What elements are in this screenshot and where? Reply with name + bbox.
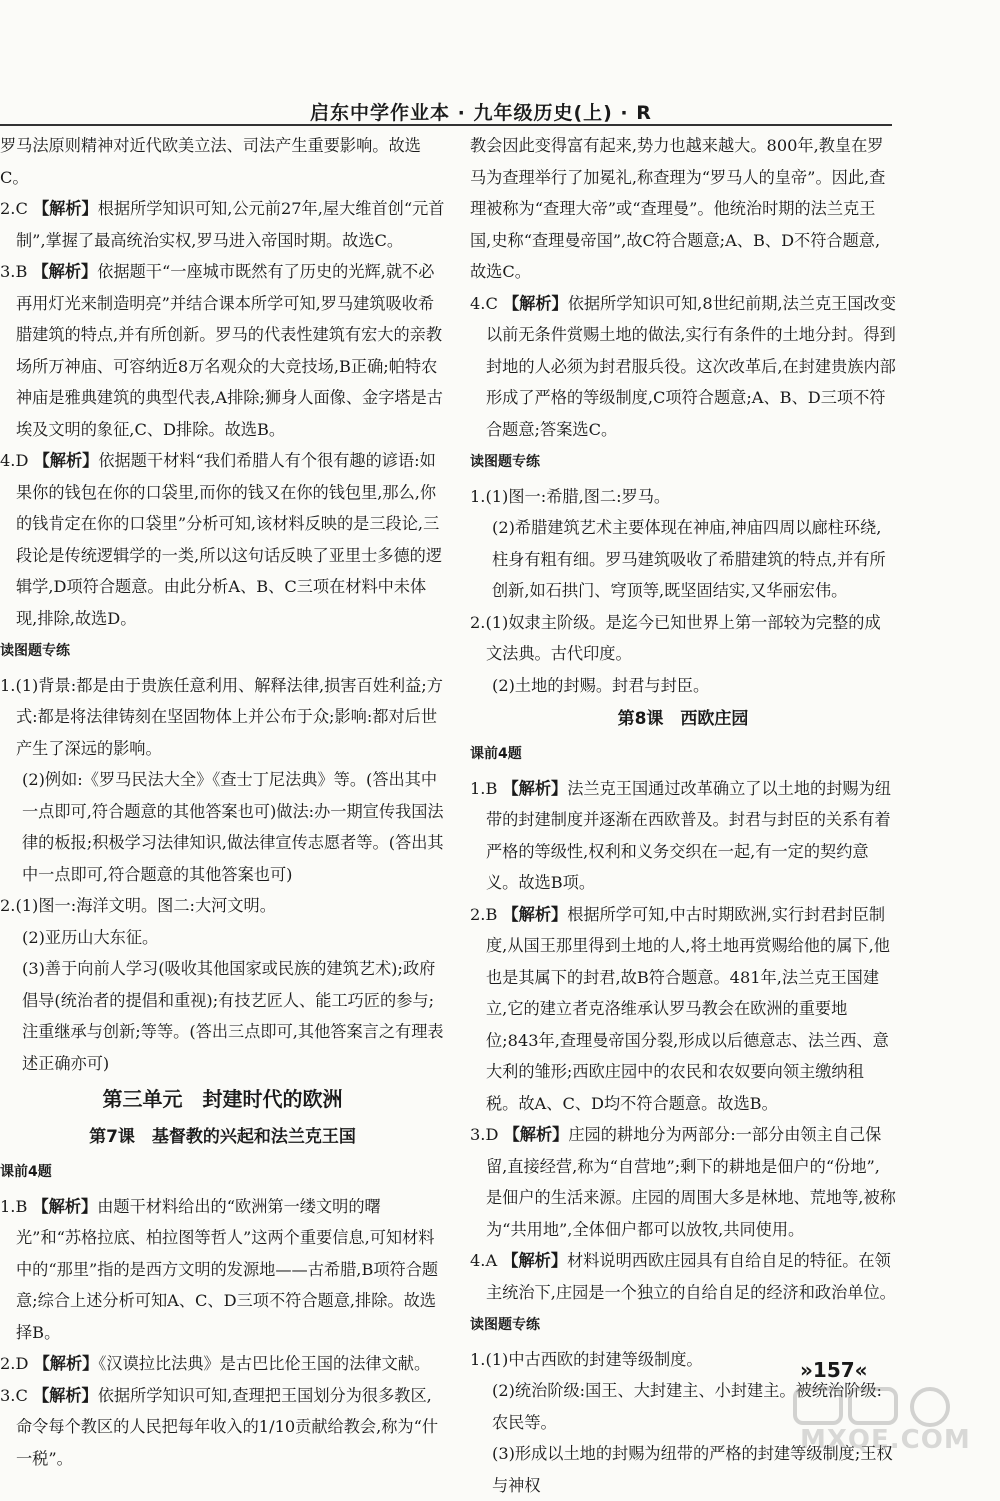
watermark <box>790 1385 990 1465</box>
answer-item: (2)例如:《罗马民法大全》《查士丁尼法典》等。(答出其中一点即可,符合题意的其他答案也可)做法:办一期宣传我国法律的板报;积极学习法律知识,做法律宣传志愿者等。(答出其中一点即可,符合题意的其他答案也可) <box>22 770 444 884</box>
unit-title: 第三单元 封建时代的欧洲 <box>102 1087 343 1111</box>
right-column <box>470 130 896 1501</box>
answer-text: 《汉谟拉比法典》是古巴比伦王国的法律文献。 <box>98 1354 431 1373</box>
answer-item: (2)统治阶级:国王、大封建主、小封建主。被统治阶级:农民等。 <box>492 1381 882 1432</box>
left-column <box>0 130 445 1474</box>
answer-number: 2.D <box>0 1354 29 1373</box>
answer-item <box>0 1348 445 1380</box>
analysis-tag: 【解析】 <box>33 1385 98 1405</box>
analysis-tag: 【解析】 <box>503 1125 569 1144</box>
answer-text: 依据所学知识可知,8世纪前期,法兰克王国改变以前无条件赏赐土地的做法,实行有条件的土地分封。得到封地的人必须为封君服兵役。这次改革后,在封建贵族内部形成了严格的等级制度,C项符合题意;A、B、D三项不符合题意;答案选C。 <box>486 293 896 439</box>
answer-item <box>470 1245 896 1308</box>
answer-number: 1.B <box>0 1196 28 1216</box>
answer-text: 法兰克王国通过改革确立了以土地的封赐为纽带的封建制度并逐渐在西欧普及。封君与封臣的关系有着严格的等级性,权利和义务交织在一起,有一定的契约意义。故选B项。 <box>486 778 891 892</box>
page-number-value: 157 <box>812 1358 855 1382</box>
answer-item: (3)善于向前人学习(吸收其他国家或民族的建筑艺术);政府倡导(统治者的提倡和重视);有技艺匠人、能工巧匠的参与;注重继承与创新;等等。(答出三点即可,其他答案言之有理表述正确亦可) <box>22 959 444 1073</box>
answer-number: 2.B <box>470 904 498 924</box>
answer-number: 3.B <box>0 262 28 281</box>
double-chevron-left-icon: « <box>854 1358 868 1382</box>
answer-text: 由题干材料给出的“欧洲第一缕文明的曙光”和“苏格拉底、柏拉图等哲人”这两个重要信息,可知材料中的“那里”指的是西方文明的发源地——古希腊,B项符合题意;综合上述分析可知A、C、D三项不符合题意,排除。故选择B。 <box>16 1196 439 1342</box>
section-heading: 课前4题 <box>0 1164 52 1180</box>
answer-text: 依据题干材料“我们希腊人有个很有趣的谚语:如果你的钱包在你的口袋里,而你的钱又在你的钱包里,那么,你的钱肯定在你的口袋里”分析可知,该材料反映的是三段论,三段论是传统逻辑学的一类,所以这句话反映了亚里士多德的逻辑学,D项符合题意。由此分析A、B、C三项在材料中未体现,排除,故选D。 <box>16 451 443 628</box>
analysis-tag: 【解析】 <box>33 199 98 218</box>
page-number <box>800 1358 868 1382</box>
section-heading: 课前4题 <box>470 746 522 762</box>
answer-number: 3.D <box>470 1125 499 1144</box>
paragraph: 教会因此变得富有起来,势力也越来越大。800年,教皇在罗马为查理举行了加冕礼,称查理为“罗马人的皇帝”。因此,查理被称为“查理大帝”或“查理曼”。他统治时期的法兰克王国,史称“查理曼帝国”,故C符合题意;A、B、D不符合题意,故选C。 <box>470 136 886 281</box>
answer-number: 4.D <box>0 451 29 470</box>
answer-text: 依据题干“一座城市既然有了历史的光辉,就不必再用灯光来制造明亮”并结合课本所学可知,罗马建筑吸收希腊建筑的特点,并有所创新。罗马的代表性建筑有宏大的亲教场所万神庙、可容纳近8万名观众的大竞技场,B正确;帕特农神庙是雅典建筑的典型代表,A排除;狮身人面像、金字塔是古埃及文明的象征,C、D排除。故选B。 <box>16 262 443 439</box>
answer-text: 依据所学知识可知,查理把王国划分为很多教区,命令每个教区的人民把每年收入的1/10贡献给教会,称为“什一税”。 <box>16 1385 439 1468</box>
analysis-tag: 【解析】 <box>502 778 568 798</box>
analysis-tag: 【解析】 <box>32 1196 98 1216</box>
watermark-text: MXQE.COM <box>800 1425 971 1455</box>
answer-item: (2)土地的封赐。封君与封臣。 <box>492 675 710 695</box>
answer-number: 3.C <box>0 1385 28 1405</box>
lesson-title: 第7课 基督教的兴起和法兰克王国 <box>89 1127 356 1147</box>
answer-item <box>470 1119 896 1245</box>
answer-item <box>470 773 896 899</box>
answer-text: 材料说明西欧庄园具有自给自足的特征。在领主统治下,庄园是一个独立的自给自足的经济和政治单位。 <box>486 1251 896 1302</box>
answer-text: 根据所学可知,中古时期欧洲,实行封君封臣制度,从国王那里得到土地的人,将土地再赏赐给他的属下,他也是其属下的封君,故B符合题意。481年,法兰克王国建立,它的建立者克洛维承认罗马教会在欧洲的重要地位;843年,查理曼帝国分裂,形成以后德意志、法兰西、意大利的雏形;西欧庄园中的农民和农奴要向领主缴纳租税。故A、C、D均不符合题意。故选B。 <box>486 904 890 1113</box>
answer-item <box>0 445 445 634</box>
section-heading: 读图题专练 <box>470 454 540 470</box>
answer-item: 1.(1)图一:希腊,图二:罗马。 <box>470 486 671 506</box>
analysis-tag: 【解析】 <box>502 1251 568 1270</box>
answer-number: 4.C <box>470 293 498 313</box>
analysis-tag: 【解析】 <box>502 904 568 924</box>
answer-text: 根据所学知识可知,公元前27年,屋大维首创“元首制”,掌握了最高统治实权,罗马进入帝国时期。故选C。 <box>16 199 445 250</box>
analysis-tag: 【解析】 <box>33 1354 99 1373</box>
answer-item: (3)形成以土地的封赐为纽带的严格的封建等级制度;王权与神权 <box>492 1444 893 1495</box>
answer-item <box>0 256 445 445</box>
answer-item: 2.(1)图一:海洋文明。图二:大河文明。 <box>0 896 276 915</box>
answer-item <box>470 899 896 1120</box>
watermark-logo-icon <box>790 1385 990 1429</box>
answer-item <box>470 288 896 446</box>
analysis-tag: 【解析】 <box>32 262 98 281</box>
answer-item: 2.(1)奴隶主阶级。是迄今已知世界上第一部较为完整的成文法典。古代印度。 <box>470 612 881 663</box>
answer-text: 庄园的耕地分为两部分:一部分由领主自己保留,直接经营,称为“自营地”;剩下的耕地是佃户的“份地”,是佃户的生活来源。庄园的周围大多是林地、荒地等,被称为“共用地”,全体佃户都可以放牧,共同使用。 <box>486 1125 896 1239</box>
answer-number: 2.C <box>0 199 28 218</box>
analysis-tag: 【解析】 <box>503 293 568 313</box>
analysis-tag: 【解析】 <box>33 451 99 470</box>
lesson-title: 第8课 西欧庄园 <box>617 709 749 729</box>
answer-item: 1.(1)背景:都是由于贵族任意利用、解释法律,损害百姓利益;方式:都是将法律铸刻在坚固物体上并公布于众;影响:都对后世产生了深远的影响。 <box>0 675 443 758</box>
page-header: 启东中学作业本 · 九年级历史(上) · R <box>310 102 652 124</box>
answer-item: (2)希腊建筑艺术主要体现在神庙,神庙四周以廊柱环绕,柱身有粗有细。罗马建筑吸收了希腊建筑的特点,并有所创新,如石拱门、穹顶等,既坚固结实,又华丽宏伟。 <box>492 518 886 600</box>
answer-item: 1.(1)中古西欧的封建等级制度。 <box>470 1349 703 1369</box>
double-chevron-right-icon: » <box>800 1358 813 1382</box>
answer-item <box>0 1191 445 1349</box>
answer-item: (2)亚历山大东征。 <box>22 927 159 947</box>
answer-number: 1.B <box>470 778 498 798</box>
answer-number: 4.A <box>470 1251 498 1270</box>
section-heading: 读图题专练 <box>0 643 70 659</box>
answer-item <box>0 1380 445 1475</box>
section-heading: 读图题专练 <box>470 1317 540 1333</box>
answer-item <box>0 193 445 256</box>
header-rule <box>0 124 892 126</box>
paragraph: 罗马法原则精神对近代欧美立法、司法产生重要影响。故选C。 <box>0 136 421 187</box>
